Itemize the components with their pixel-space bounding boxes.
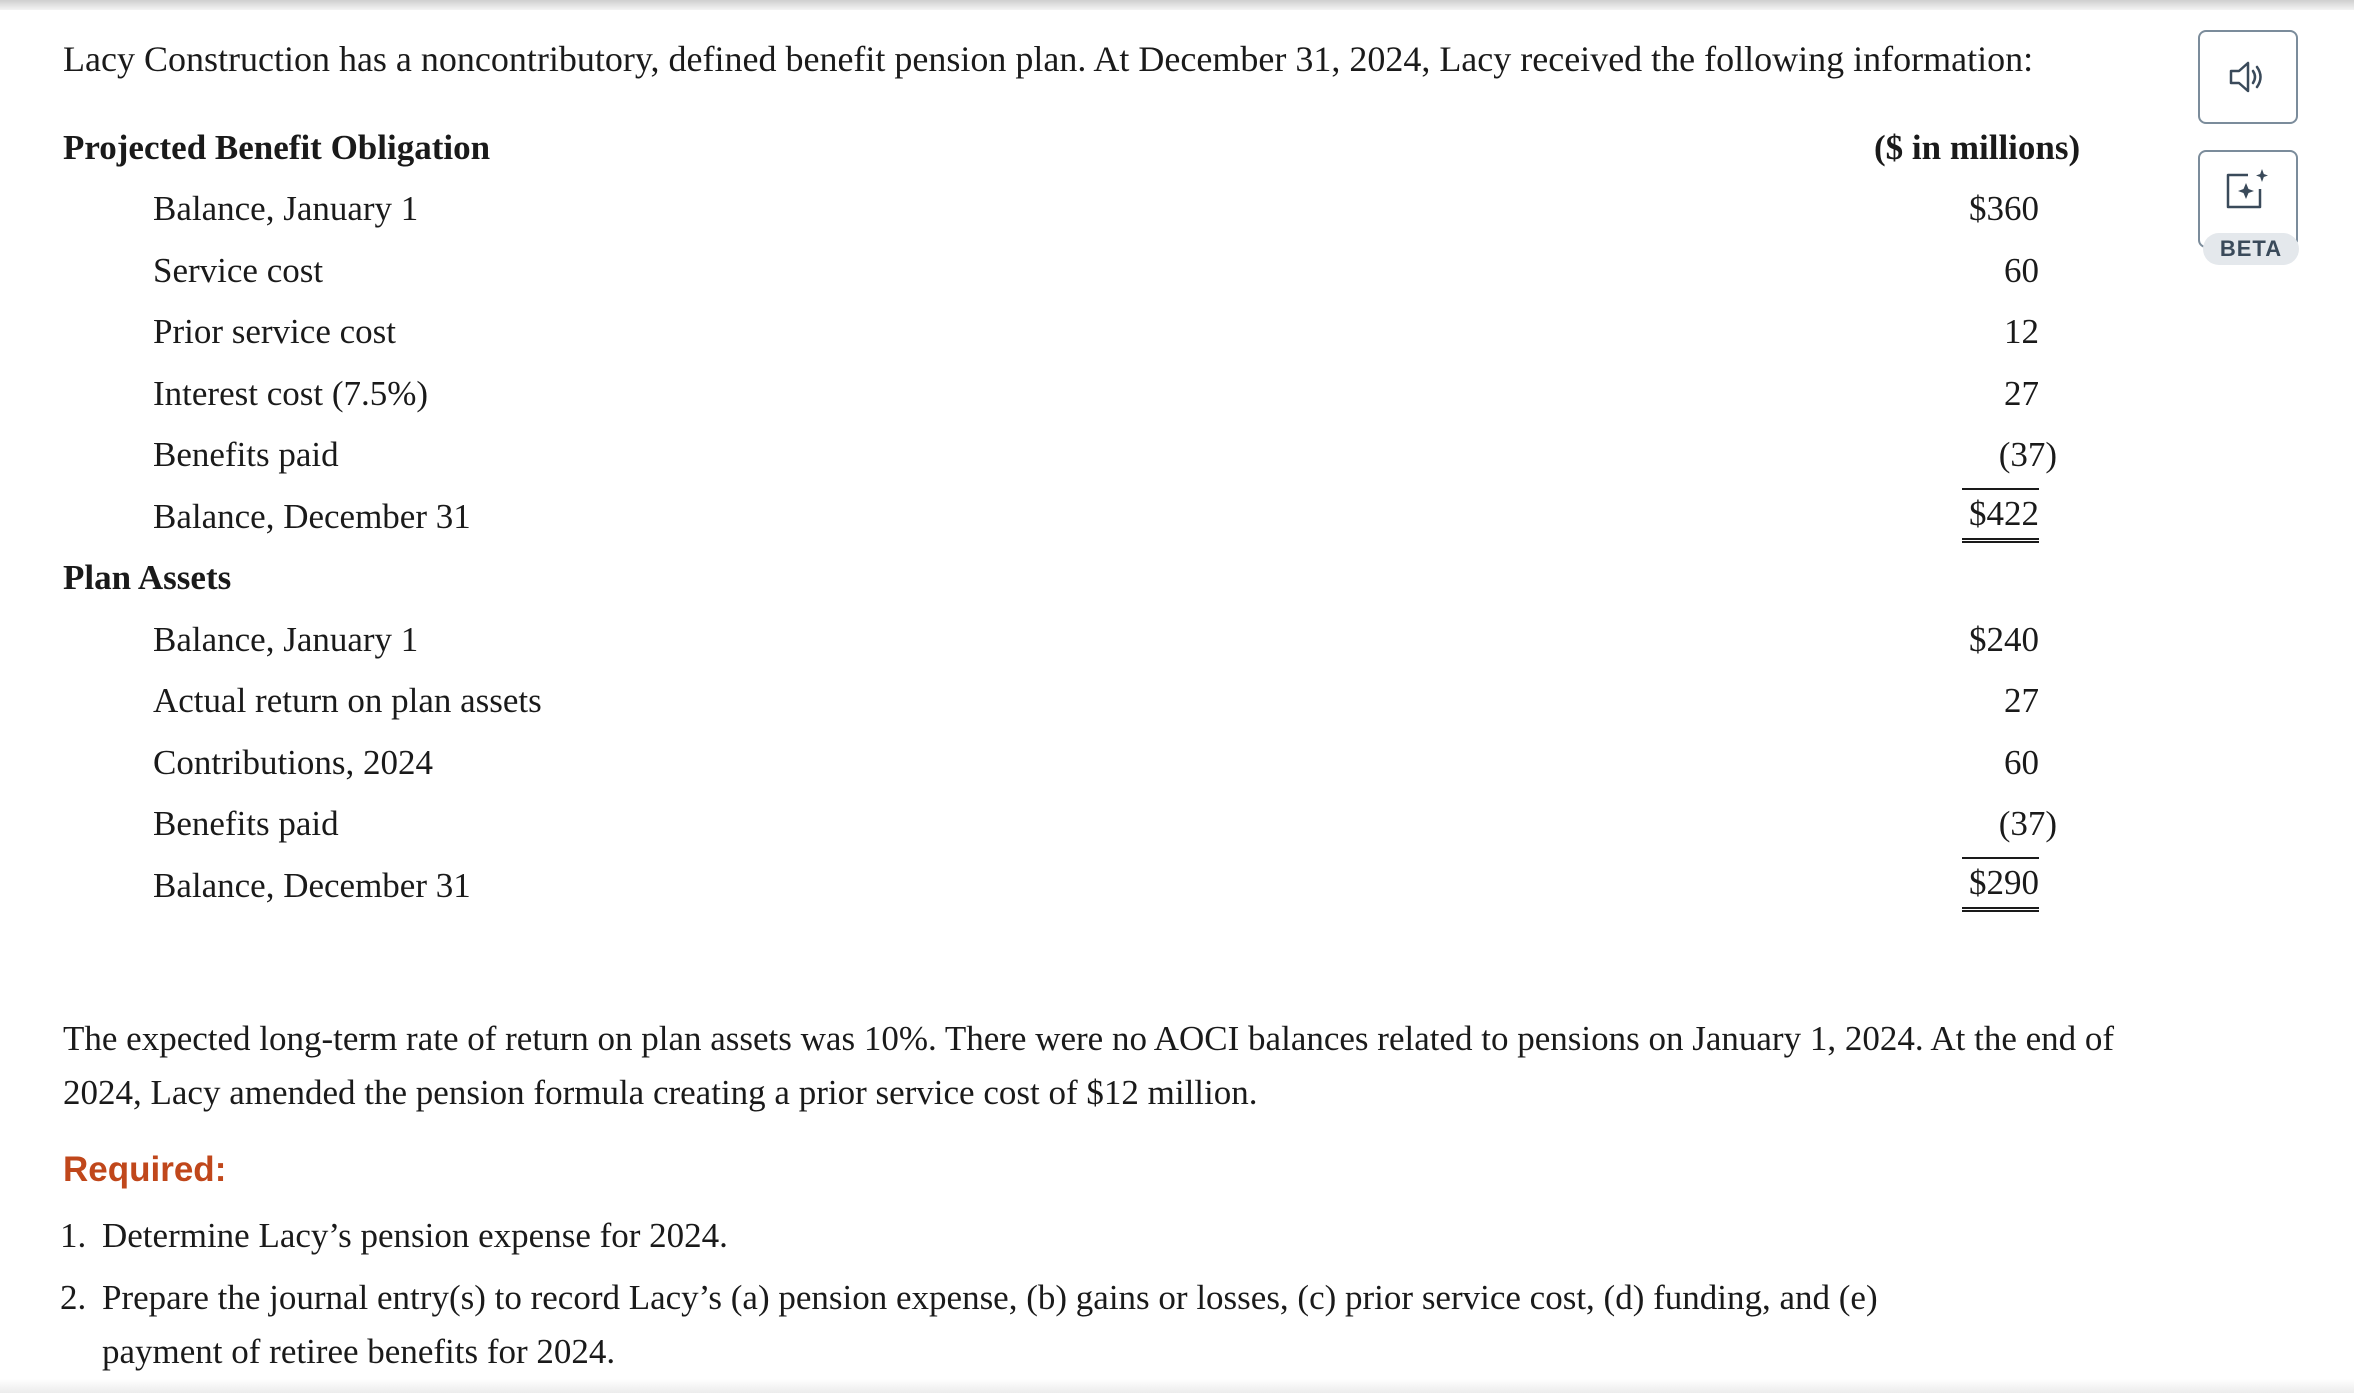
pbo-row-label: Service cost [153,251,324,290]
pbo-row-value: 27 [2004,374,2039,413]
pbo-total-amount: $422 [1969,494,2039,533]
requirement-item [60,1209,2120,1263]
requirement-text: Determine Lacy’s pension expense for 2024. [102,1216,728,1255]
required-heading: Required: [63,1150,227,1189]
assets-row-value: (37) [1998,804,2057,843]
pbo-row-label: Prior service cost [153,312,396,351]
requirement-text: Prepare the journal entry(s) to record Lacy’s (a) pension expense, (b) gains or losses, (c) prior service cost, (d) funding, and (e) [102,1278,1878,1317]
requirement-number: 1. [60,1216,87,1255]
requirement-text-continued: payment of retiree benefits for 2024. [102,1332,616,1371]
speaker-icon [2228,59,2268,95]
units-label: ($ in millions) [1874,128,2081,167]
pbo-total-label: Balance, December 31 [153,497,471,536]
double-underline [1962,905,2039,912]
pbo-row-label: Balance, January 1 [153,189,419,228]
assets-total-value [1962,857,2039,912]
pbo-row-value: (37) [1998,435,2057,474]
requirement-number: 2. [60,1278,87,1317]
assets-row-value: $240 [1969,620,2039,659]
pbo-row-value: 60 [2004,251,2039,290]
assets-row-label: Actual return on plan assets [153,681,542,720]
assets-total-amount: $290 [1969,863,2039,902]
read-aloud-button[interactable] [2198,30,2298,124]
double-underline [1962,536,2039,543]
requirement-item [60,1271,2120,1379]
pbo-row-value: 12 [2004,312,2039,351]
pbo-row-value: $360 [1969,189,2039,228]
pbo-row-label: Interest cost (7.5%) [153,374,429,413]
beta-badge: BETA [2203,233,2299,265]
assets-total-label: Balance, December 31 [153,866,471,905]
assets-row-label: Balance, January 1 [153,620,419,659]
assets-row-value: 60 [2004,743,2039,782]
pbo-heading: Projected Benefit Obligation [63,128,491,167]
pbo-row-label: Benefits paid [153,435,339,474]
assumptions-paragraph: The expected long-term rate of return on plan assets was 10%. There were no AOCI balances related to pensions on January 1, 2024. At the end of 2024, Lacy amended the pension formula creating a prior service cost of $12 million. [63,1019,2115,1112]
sparkle-edit-icon [2222,167,2274,213]
bottom-divider [0,1379,2354,1393]
plan-assets-heading: Plan Assets [63,558,232,597]
assets-row-label: Contributions, 2024 [153,743,434,782]
top-divider [0,0,2354,10]
assets-row-value: 27 [2004,681,2039,720]
intro-text: Lacy Construction has a noncontributory, defined benefit pension plan. At December 31, 2024, Lacy received the following information: [63,39,2034,79]
pbo-total-value [1962,488,2039,543]
assets-row-label: Benefits paid [153,804,339,843]
